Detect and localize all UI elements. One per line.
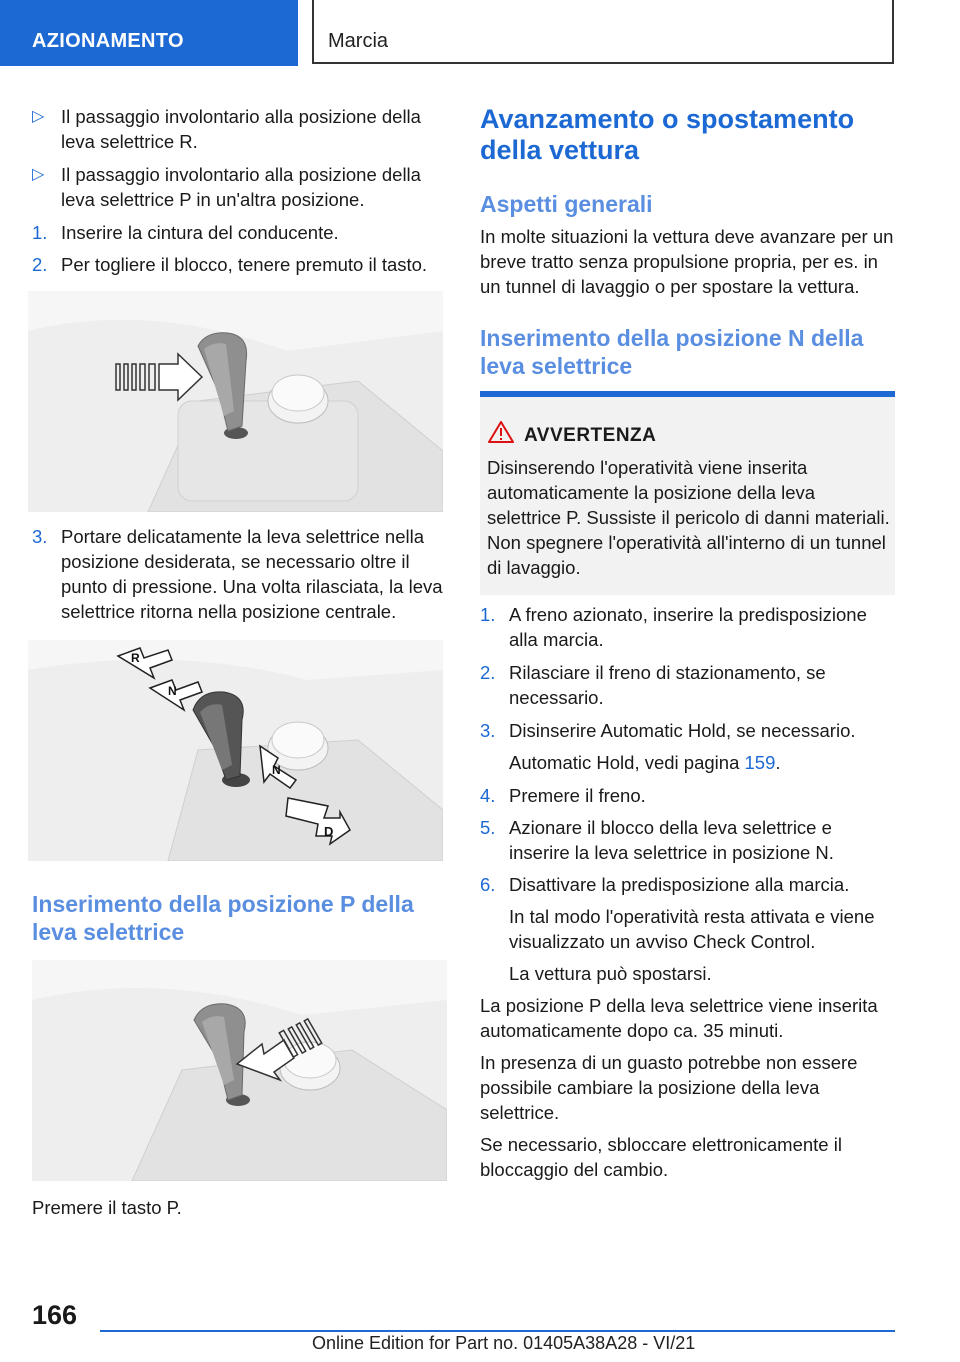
- step-number: 2.: [32, 254, 48, 275]
- step-text: Disinserire Automatic Hold, se necessario.: [509, 720, 856, 741]
- step-text: Rilasciare il freno di stazionamento, se necessario.: [509, 662, 826, 708]
- triangle-bullet-icon: ▷: [32, 108, 45, 125]
- paragraph: La posizione P della leva selettrice viene inserita automaticamente dopo ca. 35 minuti.: [480, 995, 878, 1041]
- list-text: Il passaggio involontario alla posizione della leva selettrice R.: [61, 106, 421, 152]
- section-heading: Aspetti generali: [480, 191, 653, 217]
- edition-note: Online Edition for Part no. 01405A38A28 - VI/21: [312, 1333, 696, 1353]
- list-text: Il passaggio involontario alla posizione della leva selettrice P in un'altra posizione.: [61, 164, 421, 210]
- step-text: Disattivare la predisposizione alla marcia.: [509, 874, 850, 895]
- figure-p-button: [32, 960, 447, 1181]
- section-heading: Inserimento della posizione P della leva selettrice: [32, 891, 414, 945]
- paragraph: In presenza di un guasto potrebbe non essere possibile cambiare la posizione della leva selettrice.: [480, 1052, 858, 1123]
- paragraph: Se necessario, sbloccare elettronicamente il bloccaggio del cambio.: [480, 1134, 842, 1180]
- step-number: 5.: [480, 817, 496, 838]
- gear-lever-illustration: [28, 291, 443, 512]
- warning-box: [480, 391, 895, 595]
- step-text: A freno azionato, inserire la predisposizione alla marcia.: [509, 604, 867, 650]
- warning-title: AVVERTENZA: [524, 425, 657, 446]
- figure-label-r: R: [131, 651, 140, 665]
- section-tab[interactable]: [0, 0, 298, 66]
- step-number: 4.: [480, 785, 496, 806]
- right-steps: [480, 602, 895, 1202]
- step-number: 1.: [480, 604, 496, 625]
- step-number: 2.: [480, 662, 496, 683]
- page-link[interactable]: 159: [744, 752, 776, 773]
- page-reference: Automatic Hold, vedi pagina 159.: [509, 752, 781, 773]
- step-note: La vettura può spostarsi.: [509, 963, 712, 984]
- step-note: In tal modo l'operatività resta attivata e viene visualizzato un avviso Check Control.: [509, 906, 875, 952]
- chapter-title: Marcia: [328, 30, 389, 52]
- step-text: Portare delicatamente la leva selettrice nella posizione desiderata, se necessario oltre il punto di pressione. Una volta rilasciata, la leva selettrice ritorna nella posizione centrale.: [61, 526, 443, 622]
- step-number: 1.: [32, 222, 48, 243]
- figure-label-n: N: [168, 684, 177, 698]
- page-heading: Avanzamento o spostamento della vettura: [480, 104, 855, 165]
- gear-lever-positions-illustration: [28, 640, 443, 861]
- figure-label-n: N: [272, 763, 281, 777]
- warning-text: Disinserendo l'operatività viene inserita automaticamente la posizione della leva selettrice P. Sussiste il pericolo di danni materiali. Non spegnere l'operatività all'interno di un tunnel di lavaggio.: [487, 457, 890, 578]
- step-text: Inserire la cintura del conducente.: [61, 222, 339, 243]
- figure-caption: Premere il tasto P.: [32, 1197, 182, 1218]
- page-number: 166: [32, 1300, 78, 1330]
- step-number: 3.: [480, 720, 496, 741]
- paragraph: In molte situazioni la vettura deve avanzare per un breve tratto senza propulsione propria, per es. in un tunnel di lavaggio o per spostare la vettura.: [480, 226, 894, 297]
- triangle-bullet-icon: ▷: [32, 166, 45, 183]
- warning-triangle-icon: [488, 421, 514, 443]
- step-number: 6.: [480, 874, 496, 895]
- step-text: Premere il freno.: [509, 785, 646, 806]
- section-heading: Inserimento della posizione N della leva selettrice: [480, 325, 864, 379]
- chapter-tab: [312, 0, 894, 64]
- section-title: AZIONAMENTO: [32, 30, 184, 52]
- figure-gear-positions: [28, 640, 443, 861]
- p-button-illustration: [32, 960, 447, 1181]
- figure-unlock-button: [28, 291, 443, 512]
- step-text: Per togliere il blocco, tenere premuto il tasto.: [61, 254, 428, 275]
- step-text: Azionare il blocco della leva selettrice e inserire la leva selettrice in posizione N.: [509, 817, 834, 863]
- step-number: 3.: [32, 526, 48, 547]
- footer-divider: [100, 1330, 895, 1332]
- reference-text: Automatic Hold, vedi pagina: [509, 752, 740, 773]
- figure-label-d: D: [324, 824, 334, 839]
